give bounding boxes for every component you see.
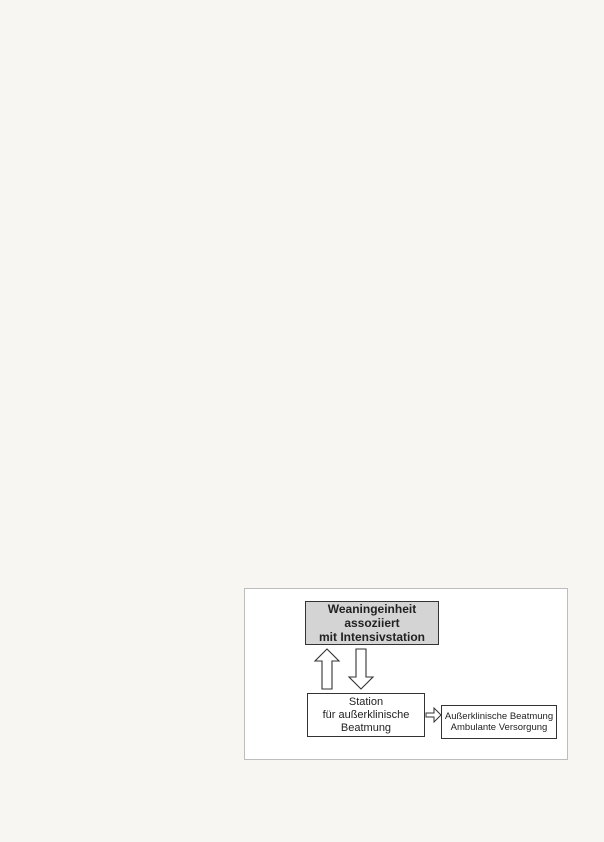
weaning-unit-label: Weaningeinheit assoziiert mit Intensivstation [318, 602, 425, 644]
ventilation-station-label: Station für außerklinische Beatmung [322, 695, 410, 734]
outpatient-care-label: Außerklinische Beatmung Ambulante Versorgung [444, 710, 554, 733]
ventilation-station-box [307, 693, 425, 737]
arrow-down-to-station [349, 649, 373, 689]
arrow-right-to-outpatient-care [426, 708, 441, 722]
arrow-up-to-weaning-unit [315, 649, 339, 689]
weaning-unit-box [305, 601, 439, 645]
outpatient-care-box [441, 705, 557, 739]
care-pathway-figure [244, 588, 568, 760]
